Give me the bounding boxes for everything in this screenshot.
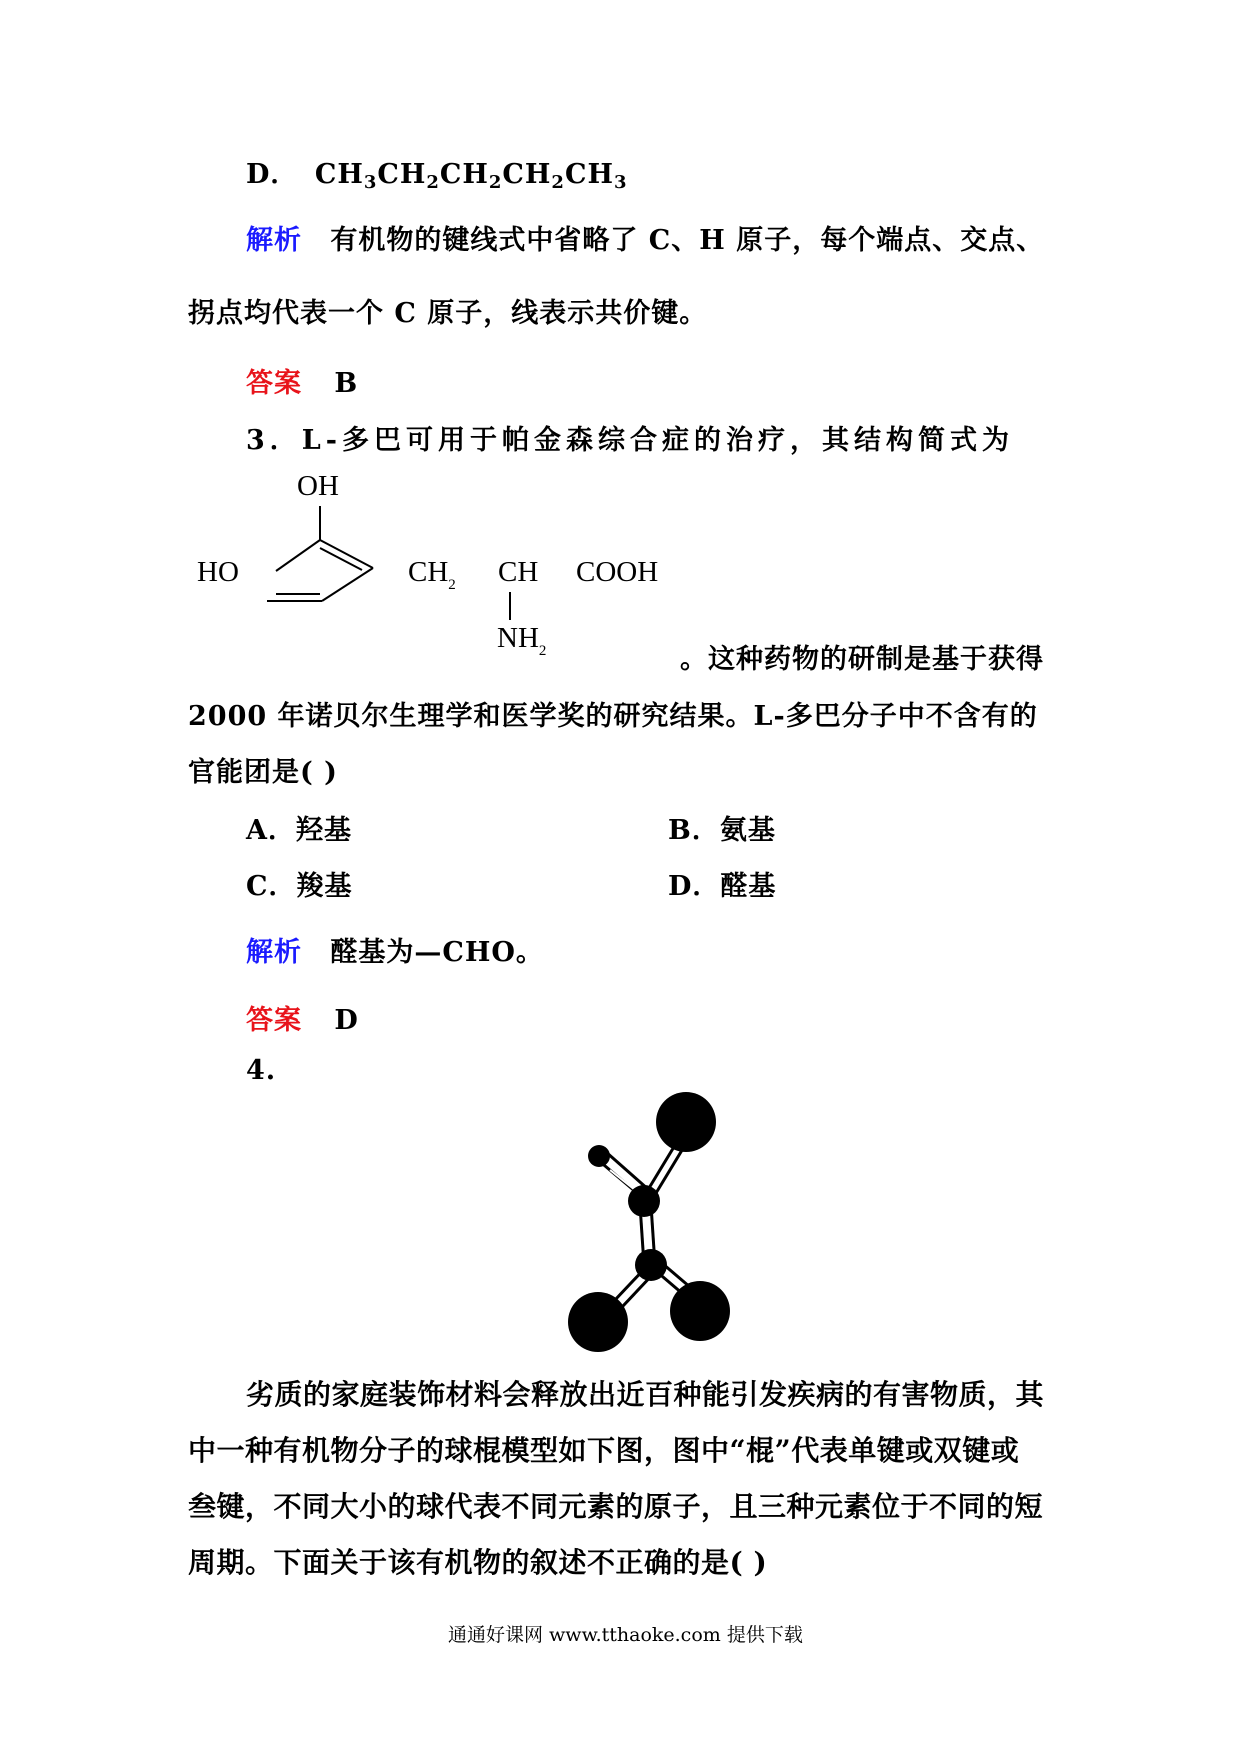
q3-stem-line2-tail: 。这种药物的研制是基于获得 xyxy=(680,644,1044,675)
option-label: A． xyxy=(246,815,296,846)
q3-stem-line3: 2000 年诺贝尔生理学和医学奖的研究结果。L-多巴分子中不含有的 xyxy=(188,701,1038,732)
q4-para-line3: 叁键，不同大小的球代表不同元素的原子，且三种元素位于不同的短 xyxy=(188,1490,1044,1523)
q4-para-line4: 周期。下面关于该有机物的叙述不正确的是( ) xyxy=(188,1546,768,1579)
analysis-tag: 解析 xyxy=(246,937,302,968)
analysis-text: 有机物的键线式中省略了 C、H 原子，每个端点、交点、 xyxy=(330,225,1045,256)
option-text: 羟基 xyxy=(295,815,352,846)
cooh-label: COOH xyxy=(576,556,659,588)
option-label: B． xyxy=(668,815,720,846)
q4-para-line1: 劣质的家庭装饰材料会释放出近百种能引发疾病的有害物质，其 xyxy=(246,1378,1045,1411)
option-d-formula: $CH_3CH_2CH_2CH_2CH_3$ xyxy=(314,159,628,193)
question-number: 3． xyxy=(246,425,302,456)
answer-tag: 答案 xyxy=(246,1005,302,1036)
analysis-text: 醛基为—CHO。 xyxy=(330,937,544,968)
option-label: D． xyxy=(668,871,721,902)
ch-label: CH xyxy=(498,556,539,588)
q3-stem-text: L-多巴可用于帕金森综合症的治疗，其结构简式为 xyxy=(301,425,1014,456)
nh2-label: $NH_2$ xyxy=(497,622,547,659)
analysis-tag: 解析 xyxy=(246,225,302,256)
q4-para-line2: 中一种有机物分子的球棍模型如下图，图中“棍”代表单键或双键或 xyxy=(188,1434,1020,1467)
option-text: 醛基 xyxy=(720,871,777,902)
q3-stem-line4: 官能团是( ) xyxy=(188,757,338,788)
option-label: C． xyxy=(246,871,297,902)
option-text: 氨基 xyxy=(719,815,776,846)
answer-value: B xyxy=(334,368,359,399)
option-d-label: D． xyxy=(246,159,299,190)
answer-tag: 答案 xyxy=(246,368,302,399)
q2-analysis-line2: 拐点均代表一个 C 原子，线表示共价键。 xyxy=(188,298,708,329)
ho-left-label: HO xyxy=(197,556,239,588)
footer-text: 通通好课网 www.tthaoke.com 提供下载 xyxy=(448,1624,803,1646)
oh-top-label: OH xyxy=(297,470,339,502)
ch2-label: $CH_2$ xyxy=(408,556,456,593)
answer-value: D xyxy=(334,1005,359,1036)
option-text: 羧基 xyxy=(296,871,353,902)
q4-number: 4. xyxy=(246,1055,277,1086)
